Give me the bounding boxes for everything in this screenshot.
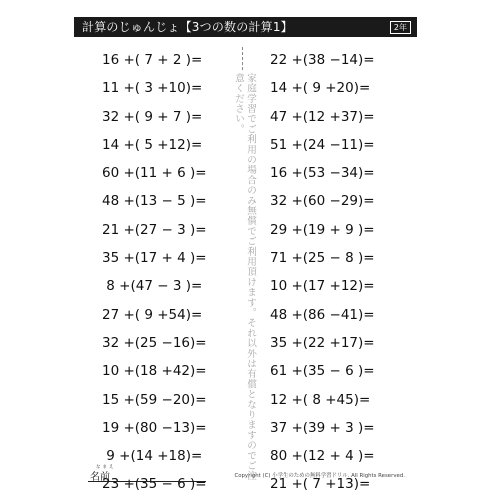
math-problem: 51 +(24 −11)= — [270, 136, 375, 153]
math-problem: 27 +( 9 +54)= — [102, 306, 203, 323]
right-problem-column — [270, 46, 375, 499]
math-problem: 48 +(13 − 5 )= — [102, 193, 207, 210]
math-problem: 29 +(19 + 9 )= — [270, 221, 375, 238]
math-problem: 21 +(27 − 3 )= — [102, 221, 207, 238]
math-problem: 8 +(47 − 3 )= — [102, 278, 203, 295]
copyright-text: Copyright (C) 小学生のための無料学習ドリル. All Rights Reserved. — [234, 473, 405, 479]
name-label: 名前 — [90, 472, 110, 483]
math-problem: 11 +( 3 +10)= — [102, 80, 203, 97]
math-problem: 23 +(35 − 6 )= — [102, 476, 207, 493]
math-problem: 35 +(22 +17)= — [270, 334, 375, 351]
math-problem: 48 +(86 −41)= — [270, 306, 375, 323]
usage-note: 家庭学習でご利用の場合のみ無償でご利用頂けます。それ以外は有償となりますのでご注意ください。 — [233, 73, 256, 481]
math-problem: 32 +(25 −16)= — [102, 334, 207, 351]
worksheet-title: 計算のじゅんじょ【3つの数の計算1】 — [82, 20, 293, 34]
math-problem: 22 +(38 −14)= — [270, 52, 375, 68]
left-problem-column — [102, 46, 207, 499]
math-problem: 19 +(80 −13)= — [102, 419, 207, 436]
math-problem: 10 +(17 +12)= — [270, 278, 375, 295]
name-ruby: なまえ — [96, 465, 116, 470]
math-problem: 9 +(14 +18)= — [102, 448, 203, 465]
math-problem: 80 +(12 + 4 )= — [270, 448, 375, 465]
title-bar — [74, 17, 417, 37]
math-problem: 61 +(35 − 6 )= — [270, 363, 375, 380]
grade-badge: 2年 — [390, 21, 411, 34]
worksheet — [74, 17, 417, 493]
math-problem: 10 +(18 +42)= — [102, 363, 207, 380]
math-problem: 71 +(25 − 8 )= — [270, 250, 375, 267]
math-problem: 16 +( 7 + 2 )= — [102, 52, 203, 68]
math-problem: 47 +(12 +37)= — [270, 108, 375, 125]
math-problem: 14 +( 5 +12)= — [102, 136, 203, 153]
name-input-line[interactable] — [88, 481, 206, 482]
math-problem: 12 +( 8 +45)= — [270, 391, 371, 408]
math-problem: 35 +(17 + 4 )= — [102, 250, 207, 267]
math-problem: 16 +(53 −34)= — [270, 165, 375, 182]
math-problem: 60 +(11 + 6 )= — [102, 165, 207, 182]
math-problem: 21 +( 7 +13)= — [270, 476, 371, 493]
math-problem: 15 +(59 −20)= — [102, 391, 207, 408]
footer — [74, 465, 417, 483]
math-problem: 14 +( 9 +20)= — [270, 80, 371, 97]
math-problem: 32 +( 9 + 7 )= — [102, 108, 203, 125]
math-problem: 32 +(60 −29)= — [270, 193, 375, 210]
math-problem: 37 +(39 + 3 )= — [270, 419, 375, 436]
